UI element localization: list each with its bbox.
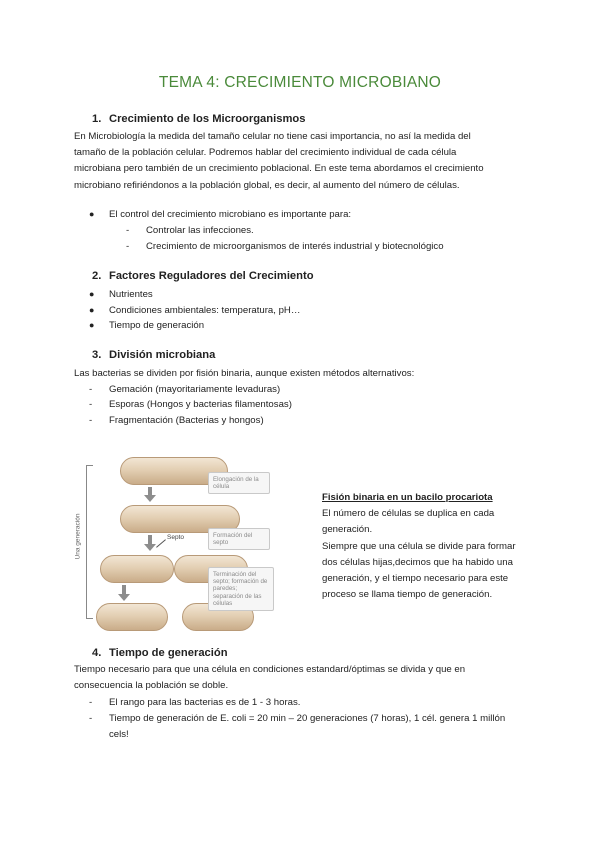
- list-item-text: El rango para las bacterias es de 1 - 3 horas.: [109, 697, 301, 708]
- dash-icon: -: [89, 697, 93, 708]
- dash-icon: -: [126, 241, 130, 252]
- arrow-shaft: [148, 487, 152, 495]
- text-line: El número de células se duplica en cada: [322, 508, 495, 520]
- list-item-continuation: cels!: [109, 729, 129, 740]
- list-item: [89, 384, 280, 395]
- bullet-icon: ●: [89, 289, 95, 299]
- generation-bracket: [86, 465, 93, 619]
- text-line: proceso se llama tiempo de generación.: [322, 589, 493, 601]
- elongation-label: Elongación de la célula: [208, 472, 270, 494]
- text-line: En Microbiología la medida del tamaño celular no tiene casi importancia, no así la medida del: [74, 131, 471, 142]
- arrow-shaft: [148, 535, 152, 544]
- list-item: [89, 289, 153, 300]
- dash-icon: -: [89, 399, 93, 410]
- text-line: Tiempo necesario para que una célula en condiciones estandard/óptimas se divida y que en: [74, 664, 466, 675]
- section-number: 4.: [92, 647, 102, 659]
- separated-cell-left: [96, 603, 168, 631]
- daughter-cell-left: [100, 555, 174, 583]
- list-item: [89, 209, 351, 220]
- text-line: consecuencia la población se doble.: [74, 680, 229, 692]
- sub-list-item: [126, 241, 444, 252]
- section-number: 1.: [92, 113, 102, 125]
- arrow-down-icon: [144, 544, 156, 551]
- section-2-heading: [92, 270, 314, 282]
- page-title: TEMA 4: CRECIMIENTO MICROBIANO: [158, 74, 442, 91]
- section-4-paragraph: [74, 662, 574, 694]
- list-item-text: Esporas (Hongos y bacterias filamentosas): [109, 399, 292, 410]
- arrow-shaft: [122, 585, 126, 594]
- dash-icon: -: [89, 384, 93, 395]
- section-title: División microbiana: [109, 349, 216, 361]
- list-item: [89, 415, 264, 426]
- list-item: [89, 697, 300, 708]
- section-title: Tiempo de generación: [109, 647, 228, 659]
- text-line: generación, y el tiempo necesario para este: [322, 573, 509, 585]
- list-item: [89, 713, 505, 724]
- caption-title: Fisión binaria en un bacilo procariota: [322, 492, 493, 503]
- list-item-text: Crecimiento de microorganismos de interés industrial y biotecnológico: [146, 241, 444, 252]
- bullet-icon: ●: [89, 305, 95, 315]
- figure-caption: [322, 490, 562, 603]
- septum-label: Septo: [167, 534, 184, 541]
- list-item: [89, 305, 300, 316]
- list-item-text: Controlar las infecciones.: [146, 225, 254, 236]
- bullet-icon: ●: [89, 209, 95, 219]
- list-item: [89, 320, 204, 331]
- dash-icon: -: [89, 713, 93, 724]
- list-item-text: Condiciones ambientales: temperatura, pH…: [109, 305, 301, 316]
- bullet-icon: ●: [89, 320, 95, 330]
- list-item-text: Gemación (mayoritariamente levaduras): [109, 384, 281, 395]
- generation-axis-label: Una generación: [74, 513, 82, 560]
- text-line: generación.: [322, 524, 373, 536]
- list-item-text: Nutrientes: [109, 289, 153, 300]
- septum-formation-label: Formación del septo: [208, 528, 270, 550]
- dash-icon: -: [126, 225, 130, 236]
- list-item-text: El control del crecimiento microbiano es importante para:: [109, 209, 352, 220]
- section-3-heading: [92, 349, 215, 361]
- section-3-intro: Las bacterias se dividen por fisión binaria, aunque existen métodos alternativos:: [74, 368, 415, 379]
- list-item-text: Fragmentación (Bacterias y hongos): [109, 415, 264, 426]
- section-number: 3.: [92, 349, 102, 361]
- section-4-heading: [92, 647, 228, 659]
- section-1-paragraph: [74, 129, 574, 194]
- section-title: Factores Reguladores del Crecimiento: [109, 270, 314, 282]
- text-line: tamaño de la población celular. Podremos hablar del crecimiento individual de cada célula: [74, 147, 457, 159]
- septum-pointer: [156, 539, 166, 547]
- arrow-down-icon: [118, 594, 130, 601]
- septum-termination-label: Terminación del septo; formación de paredes; separación de las células: [208, 567, 274, 611]
- arrow-down-icon: [144, 495, 156, 502]
- section-number: 2.: [92, 270, 102, 282]
- text-line: dos células hijas,decimos que ha habido una: [322, 556, 513, 568]
- list-item: [89, 399, 292, 410]
- list-item-text: Tiempo de generación de E. coli = 20 min – 20 generaciones (7 horas), 1 cél. genera 1 millón: [109, 713, 506, 724]
- dash-icon: -: [89, 415, 93, 426]
- text-line: Siempre que una célula se divide para formar: [322, 540, 516, 552]
- text-line: microbiano refiriéndonos a la población global, es decir, al aumento del número de células.: [74, 179, 460, 191]
- section-title: Crecimiento de los Microorganismos: [109, 113, 306, 125]
- sub-list-item: [126, 225, 254, 236]
- text-line: microbiana pero también de un crecimiento poblacional. En este tema abordamos el crecimiento: [74, 163, 484, 175]
- list-item-text: Tiempo de generación: [109, 320, 205, 331]
- section-1-heading: [92, 113, 305, 125]
